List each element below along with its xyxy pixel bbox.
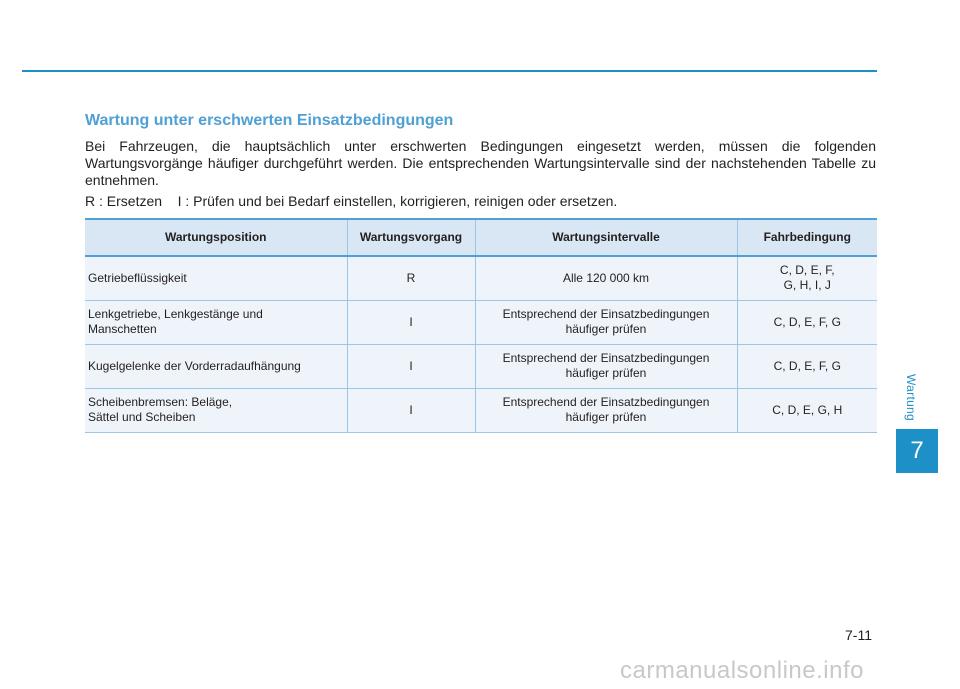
cell-position [85, 256, 347, 300]
cell-position [85, 344, 347, 388]
section-content [85, 112, 876, 210]
header-action: Wartungsvorgang [347, 219, 475, 256]
table-row [85, 344, 877, 388]
chapter-tab[interactable]: 7 [896, 429, 938, 473]
interval-line: häufiger prüfen [565, 366, 647, 380]
table-row [85, 256, 877, 300]
cell-conditions [737, 256, 877, 300]
conditions-line: G, H, I, J [783, 278, 831, 293]
cell-action: I [347, 388, 475, 432]
conditions-line: C, D, E, F, G [773, 358, 841, 373]
cell-position [85, 300, 347, 344]
interval-line: Entsprechend der Einsatzbedingungen [502, 307, 710, 321]
interval-line: Alle 120 000 km [562, 270, 650, 285]
interval-line: häufiger prüfen [565, 322, 647, 336]
section-heading: Wartung unter erschwerten Einsatzbedingungen [85, 112, 454, 129]
watermark: carmanualsonline.info [620, 657, 864, 684]
cell-interval [475, 344, 737, 388]
cell-conditions [737, 300, 877, 344]
cell-interval [475, 300, 737, 344]
position-line: Lenkgetriebe, Lenkgestänge und [88, 307, 263, 321]
header-interval: Wartungsintervalle [475, 219, 737, 256]
table-row [85, 300, 877, 344]
position-line: Scheibenbremsen: Beläge, [88, 395, 233, 409]
interval-line: Entsprechend der Einsatzbedingungen [502, 351, 710, 365]
cell-conditions [737, 388, 877, 432]
cell-conditions [737, 344, 877, 388]
page-number: 7-11 [845, 627, 872, 643]
table-header-row [85, 219, 877, 256]
interval-line: Entsprechend der Einsatzbedingungen [502, 395, 710, 409]
chapter-label: Wartung [904, 374, 918, 422]
cell-interval [475, 388, 737, 432]
cell-interval [475, 256, 737, 300]
position-line: Sättel und Scheiben [88, 410, 196, 424]
cell-action: I [347, 344, 475, 388]
interval-line: häufiger prüfen [565, 410, 647, 424]
top-rule [22, 70, 877, 72]
position-line: Manschetten [88, 322, 157, 336]
cell-action: I [347, 300, 475, 344]
intro-paragraph: Bei Fahrzeugen, die hauptsächlich unter erschwerten Bedingungen eingesetzt werden, müssen die folgenden Wartungsvorgänge häufiger durchgeführt werden. Die entsprechenden Wartungsintervalle sind der nachstehenden Tabelle zu entnehmen. [85, 138, 876, 188]
conditions-line: C, D, E, F, [779, 263, 835, 278]
conditions-line: C, D, E, F, G [773, 314, 841, 329]
maintenance-table [85, 218, 877, 433]
position-line: Getriebeflüssigkeit [88, 270, 187, 285]
cell-action: R [347, 256, 475, 300]
position-line: Kugelgelenke der Vorderradaufhängung [88, 358, 301, 373]
header-position: Wartungsposition [85, 219, 347, 256]
legend-text: R : Ersetzen I : Prüfen und bei Bedarf einstellen, korrigieren, reinigen oder ersetzen. [85, 193, 618, 209]
cell-position [85, 388, 347, 432]
conditions-line: C, D, E, G, H [772, 402, 843, 417]
header-conditions: Fahrbedingung [737, 219, 877, 256]
table-row [85, 388, 877, 432]
